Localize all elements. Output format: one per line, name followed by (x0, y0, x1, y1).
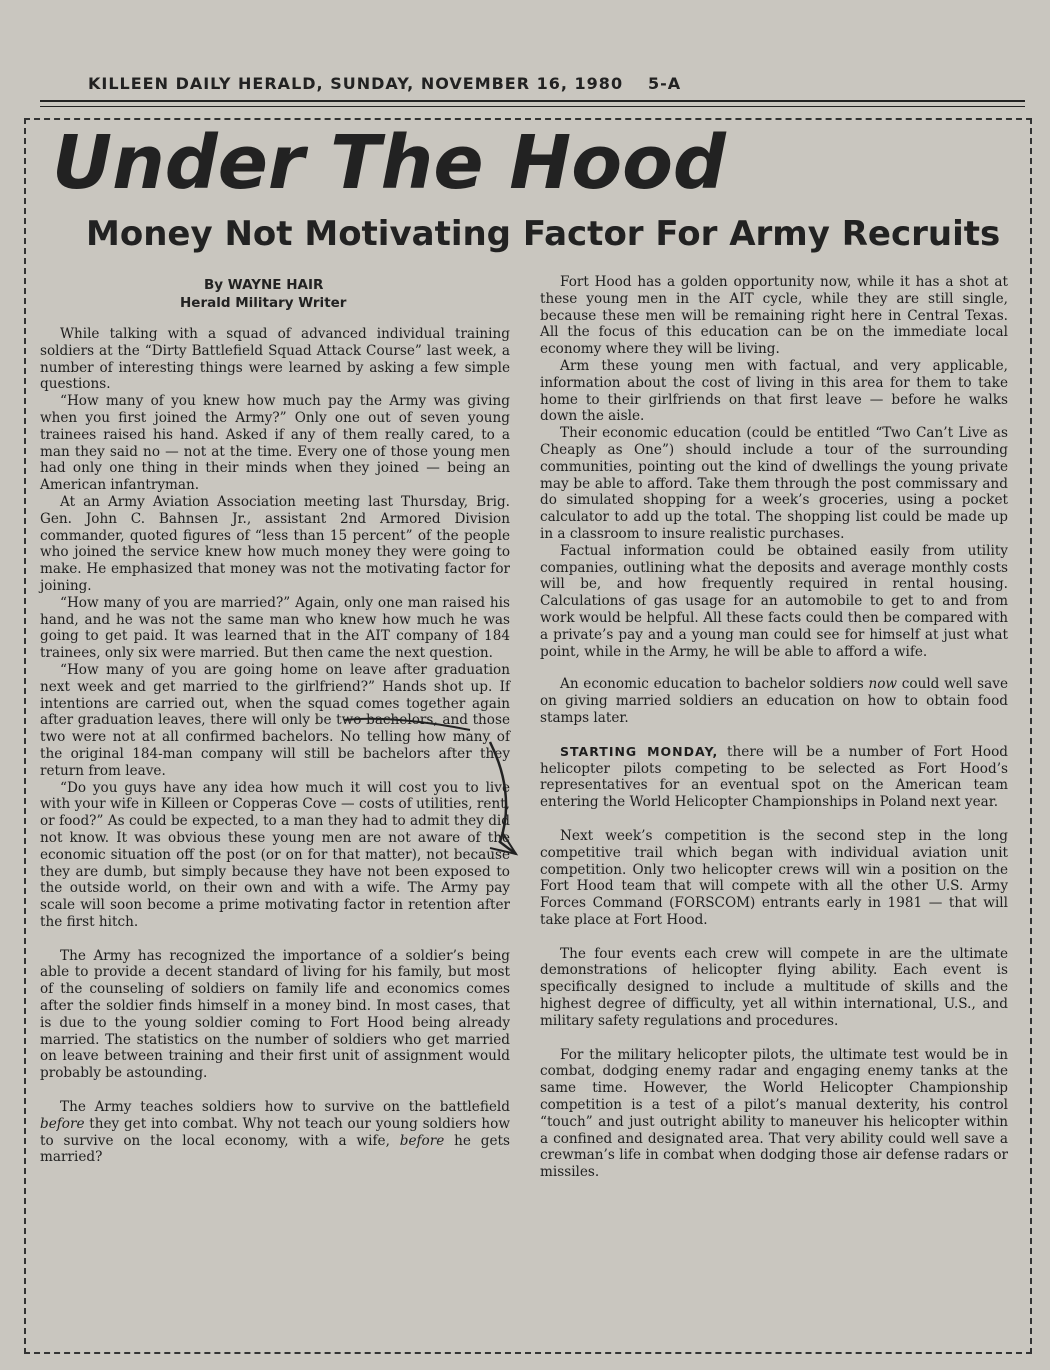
paragraph: Their economic education (could be entitled “Two Can’t Live as Cheaply as One”) should include a tour of the surrounding communities, pointing out the kind of dwellings the young private may be able to afford. Take them through the post commissary and do simulated shopping for a week’s groceries, using a pocket calculator to add up the total. The shopping list could be made up in a classroom to insure realistic purchases. (540, 425, 1008, 542)
paragraph: Arm these young men with factual, and very applicable, information about the cost of living in this area for them to take home to their girlfriends on that first leave — before he walks down the aisle. (540, 357, 1008, 425)
headline: Money Not Motivating Factor For Army Recruits (86, 214, 1001, 254)
page-number: 5-A (648, 74, 682, 93)
masthead-rule (40, 100, 1025, 102)
paragraph: At an Army Aviation Association meeting last Thursday, Brig. Gen. John C. Bahnsen Jr., assistant 2nd Armored Division commander, quoted figures of “less than 15 percent” of the people who joined the service knew how much money they were going to make. He emphasized that money was not the motivating factor for joining. (40, 493, 510, 594)
paragraph: Fort Hood has a golden opportunity now, while it has a shot at these young men in the AIT cycle, while they are still single, because these men will be remaining right here in Central Texas. All the focus of this education can be on the immediate local economy where they will be living. (540, 274, 1008, 358)
paragraph: “How many of you are married?” Again, only one man raised his hand, and he was not the same man who knew how much he was going to get paid. It was learned that in the AIT company of 184 trainees, only six were married. But then came the next question. (40, 594, 510, 662)
byline (180, 276, 480, 312)
masthead-text: KILLEEN DAILY HERALD, SUNDAY, NOVEMBER 16, 1980 (88, 74, 624, 93)
paragraph: The Army has recognized the importance of a soldier’s being able to provide a decent standard of living for his family, but most of the counseling of soldiers on family life and economics comes after the soldier finds himself in a money bind. In most cases, that is due to the young soldier coming to Fort Hood being already married. The statistics on the number of soldiers who get married on leave between training and their first unit of assignment would probably be astounding. (40, 947, 510, 1082)
paragraph: For the military helicopter pilots, the ultimate test would be in combat, dodging enemy radar and engaging enemy tanks at the same time. However, the World Helicopter Championship competition is a test of a pilot’s manual dexterity, his control “touch” and just outright ability to maneuver his helicopter within a confined and designated area. That very ability could well save a crewman’s life in combat when dodging those air defense radars or missiles. (540, 1046, 1008, 1181)
paragraph: “How many of you knew how much pay the Army was giving when you first joined the Army?” Only one out of seven young trainees raised his hand. Asked if any of them really cared, to a man they said no — not at the time. Every one of those young men had only one thing in their minds when they joined — being an American infantryman. (40, 393, 510, 494)
byline-title: Herald Military Writer (180, 295, 347, 311)
pen-mark (340, 712, 530, 862)
masthead (88, 74, 738, 93)
paragraph: STARTING MONDAY, there will be a number of Fort Hood helicopter pilots competing to be selected as Fort Hood’s representatives for an eventual spot on the American team entering the World Helicopter Championships in Poland next year. (540, 743, 1008, 811)
paragraph: While talking with a squad of advanced individual training soldiers at the “Dirty Battlefield Squad Attack Course” last week, a number of interesting things were learned by asking a few simple questions. (40, 326, 510, 393)
masthead-rule-thin (40, 106, 1025, 107)
paragraph: The Army teaches soldiers how to survive on the battlefield before they get into combat. Why not teach our young soldiers how to survive on the local economy, with a wife, before he gets married? (40, 1099, 510, 1166)
paragraph: Next week’s competition is the second step in the long competitive trail which began with individual aviation unit competition. Only two helicopter crews will win a position on the Fort Hood team that will compete with all the other U.S. Army Forces Command (FORSCOM) entrants early in 1981 — that will take place at Fort Hood. (540, 827, 1008, 928)
column-right (540, 274, 1008, 1181)
kicker-title: Under The Hood (52, 120, 726, 206)
lead-in: STARTING MONDAY, (560, 743, 719, 759)
byline-author: By WAYNE HAIR (204, 277, 324, 293)
paragraph: An economic education to bachelor soldiers now could well save on giving married soldiers an education on how to obtain food stamps later. (540, 676, 1008, 726)
paragraph: Factual information could be obtained easily from utility companies, outlining what the deposits and average monthly costs will be, and how frequently required in rental housing. Calculations of gas usage for an automobile to get to and from work would be helpful. All these facts could then be compared with a private’s pay and a young man could see for himself at just what point, while in the Army, he will be able to afford a wife. (540, 542, 1008, 660)
paragraph: “How many of you are going home on leave after graduation next week and get married to the girlfriend?” Hands shot up. If intentions are carried out, when the squad comes together again after graduation leaves, there will only be two bachelors, and those two were not at all confirmed bachelors. No telling how many of the original 184-man company will still be bachelors after they return from leave. (40, 661, 510, 779)
paragraph: The four events each crew will compete in are the ultimate demonstrations of helicopter flying ability. Each event is specifically designed to include a multitude of skills and the highest degree of difficulty, yet all within international, U.S., and military safety regulations and procedures. (540, 945, 1008, 1029)
paragraph: “Do you guys have any idea how much it will cost you to live with your wife in Killeen or Copperas Cove — costs of utilities, rent, or food?” As could be expected, to a man they had to admit they did not know. It was obvious these young men are not aware of the economic situation off the post (or on for that matter), not because they are dumb, but simply because they have not been exposed to the outside world, on their own and with a wife. The Army pay scale will soon become a prime motivating factor in retention after the first hitch. (40, 779, 510, 930)
